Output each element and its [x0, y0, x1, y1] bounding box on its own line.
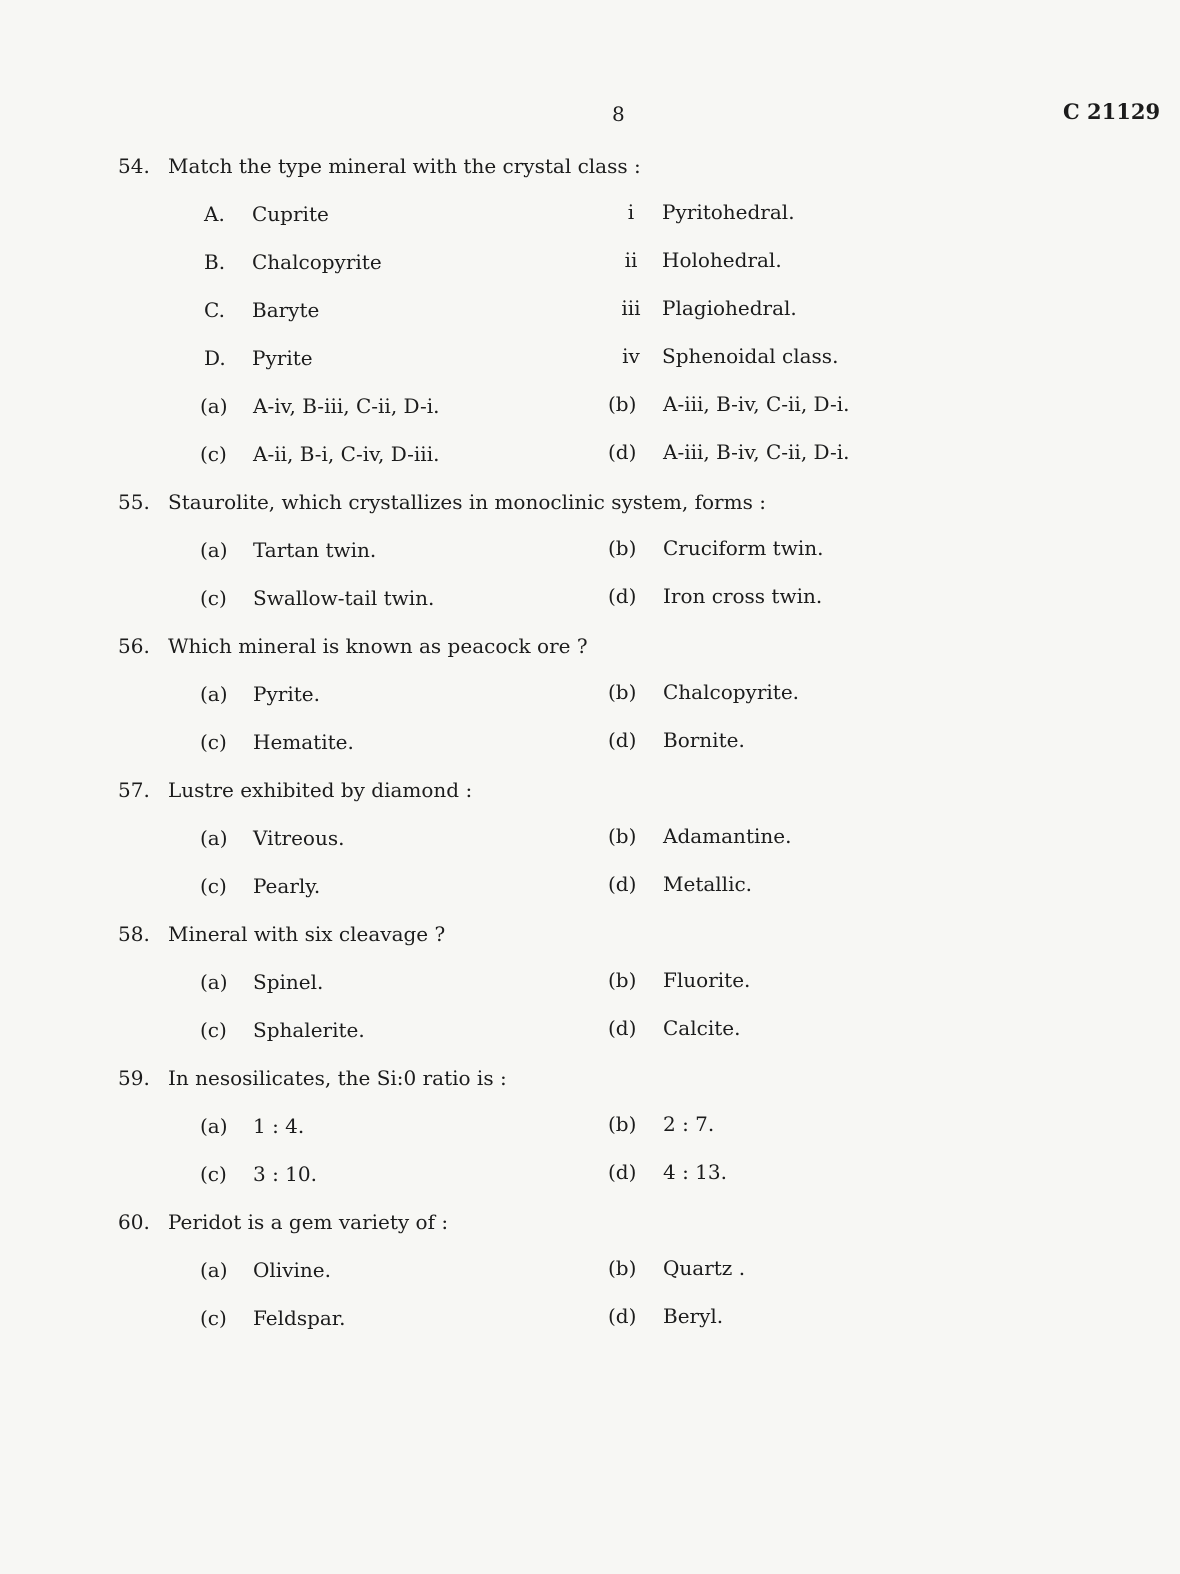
question-58	[118, 922, 445, 946]
exam-page: 8 C 21129 54. Match the type mineral with the crystal class : A. Cuprite i Pyritohedral. B. Chalcopyrite ii Holohedral. C. Baryte iii Plagiohedral. D. Pyrite iv Sphenoidal class. (a) A-iv, B-iii, C-ii, D-i. (b) A-iii, B-iv, C-ii, D-i. (c) A-ii, B-i, C-iv, D-iii. (d) A-iii, B-iv, C-ii, D-i. 55. Staurolite, which crystallizes in monoclinic system, forms : (a) Tartan twin. (b) Cruciform twin. (c) Swallow-tail twin. (d) Iron cross twin. 56. Which mineral is known as peacock ore ? (a) Pyrite. (b) Chalcopyrite. (c) Hematite. (d) Bornite. 57. Lustre exhibited by diamond : (a) Vitreous. (b) Adamantine. (c) Pearly. (d) Metallic. 58. Mineral with six cleavage ? (a) Spinel. (b) Fluorite. (c) Sphalerite. (d) Calcite. 59. In nesosilicates, the Si:0 ratio is : (a) 1 : 4. (b) 2 : 7. (c) 3 : 10. (d) 4 : 13. 60. Peridot is a gem variety of : (a) Olivine. (b) Quartz . (c) Feldspar. (d) Beryl.	[118, 99, 1161, 1330]
question-number: 57.	[118, 778, 150, 802]
question-text: Staurolite, which crystallizes in monoclinic system, forms :	[168, 490, 766, 514]
question-number: 54.	[118, 154, 150, 178]
question-54	[118, 154, 641, 178]
question-text: In nesosilicates, the Si:0 ratio is :	[168, 1066, 507, 1090]
question-text: Which mineral is known as peacock ore ?	[168, 634, 588, 658]
question-55	[118, 490, 766, 514]
question-number: 56.	[118, 634, 150, 658]
question-number: 59.	[118, 1066, 150, 1090]
question-57	[118, 778, 472, 802]
question-text: Match the type mineral with the crystal class :	[168, 154, 641, 178]
page-number: 8	[612, 102, 625, 126]
question-text: Lustre exhibited by diamond :	[168, 778, 473, 802]
question-number: 55.	[118, 490, 150, 514]
question-number: 58.	[118, 922, 150, 946]
question-text: Mineral with six cleavage ?	[168, 922, 446, 946]
question-59	[118, 1066, 507, 1090]
question-56	[118, 634, 588, 658]
question-60	[118, 1210, 448, 1234]
paper-code: C 21129	[1063, 99, 1161, 124]
question-number: 60.	[118, 1210, 150, 1234]
question-text: Peridot is a gem variety of :	[168, 1210, 449, 1234]
